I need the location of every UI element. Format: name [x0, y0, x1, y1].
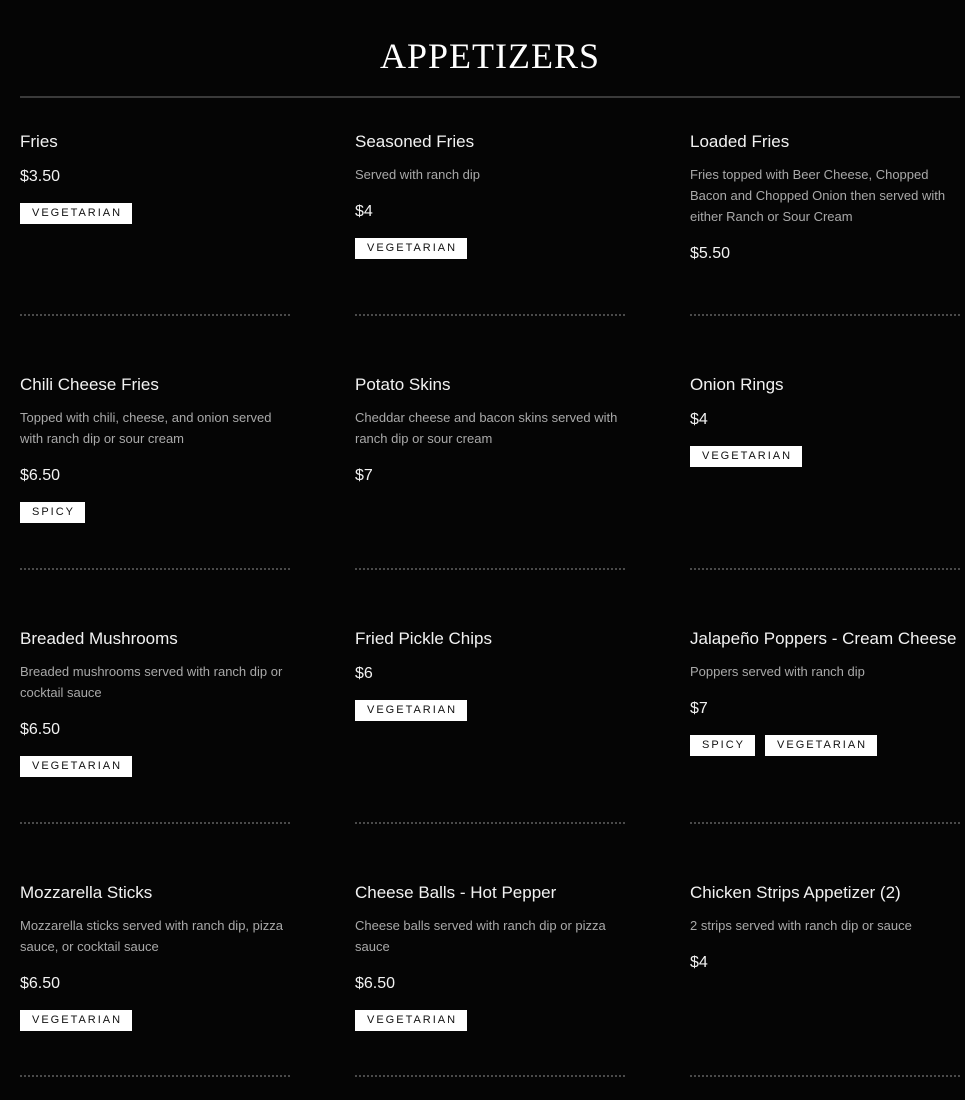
item-description: Served with ranch dip	[355, 167, 481, 182]
item-description: Poppers served with ranch dip	[690, 664, 865, 679]
dietary-badge: VEGETARIAN	[20, 203, 132, 224]
dietary-badge: VEGETARIAN	[20, 756, 132, 777]
dietary-badge: VEGETARIAN	[355, 700, 467, 721]
dotted-divider	[355, 314, 625, 316]
item-name: Loaded Fries	[690, 132, 790, 151]
menu-item	[355, 627, 625, 721]
item-price: $4	[690, 954, 708, 971]
item-tags	[355, 238, 625, 259]
item-name: Chili Cheese Fries	[20, 375, 159, 394]
dotted-divider	[690, 568, 960, 570]
item-name: Potato Skins	[355, 375, 451, 394]
item-tags	[690, 446, 960, 467]
item-price: $6.50	[20, 467, 61, 484]
menu-item	[690, 373, 960, 467]
dietary-badge: SPICY	[20, 502, 85, 523]
item-name: Cheese Balls - Hot Pepper	[355, 883, 557, 902]
item-tags	[690, 735, 960, 756]
item-description: 2 strips served with ranch dip or sauce	[690, 918, 912, 933]
item-name: Breaded Mushrooms	[20, 629, 178, 648]
item-tags	[20, 203, 290, 224]
dotted-divider	[20, 822, 290, 824]
item-name: Onion Rings	[690, 375, 784, 394]
menu-item	[355, 373, 625, 487]
item-price: $7	[690, 700, 708, 717]
item-description: Breaded mushrooms served with ranch dip or cocktail sauce	[20, 664, 283, 700]
menu-item	[690, 130, 960, 265]
dotted-divider	[690, 822, 960, 824]
page-title: APPETIZERS	[379, 36, 601, 76]
item-price: $4	[355, 203, 373, 220]
item-name: Fries	[20, 132, 58, 151]
dotted-divider	[20, 1075, 290, 1077]
item-name: Chicken Strips Appetizer (2)	[690, 883, 901, 902]
item-description: Cheese balls served with ranch dip or pizza sauce	[355, 918, 606, 954]
item-price: $6.50	[20, 721, 61, 738]
item-price: $5.50	[690, 245, 731, 262]
dotted-divider	[690, 1075, 960, 1077]
item-name: Seasoned Fries	[355, 132, 475, 151]
menu-item	[20, 130, 290, 224]
menu-item	[355, 881, 625, 1031]
item-description: Mozzarella sticks served with ranch dip, pizza sauce, or cocktail sauce	[20, 918, 283, 954]
menu-item	[20, 627, 290, 777]
item-price: $4	[690, 411, 708, 428]
dietary-badge: VEGETARIAN	[355, 1010, 467, 1031]
menu-item	[20, 373, 290, 523]
item-price: $6.50	[20, 975, 61, 992]
menu-item	[690, 881, 960, 974]
item-name: Fried Pickle Chips	[355, 629, 492, 648]
dotted-divider	[20, 314, 290, 316]
item-tags	[20, 756, 290, 777]
item-price: $7	[355, 467, 373, 484]
item-description: Topped with chili, cheese, and onion served with ranch dip or sour cream	[20, 410, 272, 446]
dotted-divider	[355, 822, 625, 824]
item-description: Cheddar cheese and bacon skins served with ranch dip or sour cream	[355, 410, 618, 446]
dotted-divider	[20, 568, 290, 570]
dotted-divider	[690, 314, 960, 316]
dietary-badge: VEGETARIAN	[690, 446, 802, 467]
dietary-badge: VEGETARIAN	[20, 1010, 132, 1031]
dotted-divider	[355, 568, 625, 570]
item-description: Fries topped with Beer Cheese, Chopped Bacon and Chopped Onion then served with either Ranch or Sour Cream	[690, 167, 946, 224]
item-tags	[355, 1010, 625, 1031]
item-price: $6	[355, 665, 373, 682]
menu-item	[690, 627, 960, 756]
dotted-divider	[355, 1075, 625, 1077]
item-price: $3.50	[20, 168, 61, 185]
item-price: $6.50	[355, 975, 396, 992]
item-name: Mozzarella Sticks	[20, 883, 153, 902]
menu-item	[355, 130, 625, 259]
menu-item	[20, 881, 290, 1031]
title-divider	[20, 96, 960, 98]
item-tags	[20, 1010, 290, 1031]
item-tags	[355, 700, 625, 721]
item-name: Jalapeño Poppers - Cream Cheese	[690, 629, 957, 648]
dietary-badge: VEGETARIAN	[355, 238, 467, 259]
dietary-badge: VEGETARIAN	[765, 735, 877, 756]
item-tags	[20, 502, 290, 523]
dietary-badge: SPICY	[690, 735, 755, 756]
